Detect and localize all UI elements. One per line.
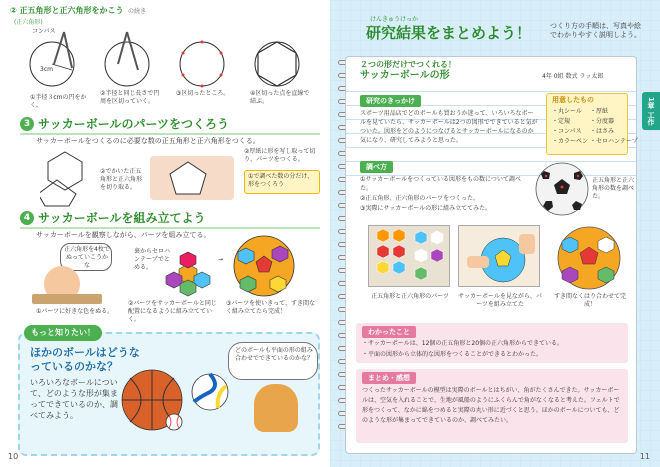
more-info-question: ほかのボールはどうなっているのかな？	[30, 346, 140, 373]
step2-subheading: (正六角形)	[14, 19, 43, 26]
finding-2: ・平面の図形から立体的な図形をつくることができるとわかった。	[362, 351, 543, 358]
section3-number: 3	[20, 117, 34, 131]
side-note: つくり方の手順は、写真や絵でわかりやすく説明しよう。	[550, 22, 641, 39]
left-page-number: 10	[8, 452, 19, 461]
finding-1: ・サッカーボールは、12個の正五角形と20個の正六角形からできている。	[362, 340, 563, 347]
more-info-banner: もっと知りたい！	[24, 325, 102, 341]
material-6: ・はさみ	[590, 128, 615, 135]
more-info-bubble-text: どのボールも平面の形の組み合わせでできているのかな？	[234, 347, 313, 362]
material-3: ・定規	[552, 118, 571, 125]
section3-underline	[20, 133, 320, 135]
right-page-number: 11	[639, 452, 650, 461]
motive-label: 研究のきっかけ	[360, 95, 421, 107]
cutout-shapes	[40, 150, 90, 210]
assembly-photo	[458, 225, 540, 287]
findings-label: わかったこと	[362, 326, 416, 338]
section4-caption-3: ③パーツを使いきって、すき間なく組み立てたら完成！	[226, 300, 316, 315]
material-5: ・コンパス	[552, 128, 582, 135]
soccer-ball-photo	[534, 161, 590, 217]
hexagon-construction-diagram	[14, 30, 314, 92]
section3-tip: ①で調べた数の分だけ、形をつくろう	[248, 173, 314, 188]
notebook-title-line1: ２つの形だけでつくれる！	[360, 60, 456, 69]
partial-assembly-diagram	[164, 250, 212, 298]
step2-caption-3: ③区切ったところ。	[176, 90, 230, 97]
section4-caption-1: ①パーツに好きな色をぬる。	[36, 308, 114, 315]
method-step-3: ③実際にサッカーボールの形に組み立ててみた。	[360, 205, 492, 212]
material-1: ・丸シール	[552, 108, 582, 115]
motive-text: スポーツ用品店でどのボールも買おうか迷って、いろいろなボールを見ていたら、サッカーボールは2つの図形でできていると気がついた。図形をどのようにつなげるとサッカーボールになるのか気になり、研究してみようと思った。	[360, 110, 538, 144]
section3-intro: サッカーボールをつくるのに必要な数の正五角形と正六角形をつくる。	[36, 137, 260, 145]
material-8: ・セロハンテープ	[590, 138, 638, 145]
notebook-author: 4年 0組 数式 ラッ太郎	[542, 73, 604, 80]
summary-text: つくったサッカーボールの模型は実際のボールとはちがい、角がたくさんできた。サッカーボールは、空気を入れることで、生地が風船のようにふくらんで角がなくなると考えた。フェルトで形をつくって、なかに綿をつめると実際の丸い形に近づくと思う。ほかのボールについても、どのような形が集まってできているのか、調べてみたい。	[362, 387, 620, 424]
chapter-tab: 1章 工作	[642, 92, 660, 130]
tape-label: 裏からセロハンテープでとめる。	[134, 248, 171, 271]
speech-bubble-text: 正六角形を4枚でぬっていこうかな	[64, 246, 110, 269]
photo-caption-1: 正五角形と正六角形のパーツ	[371, 293, 449, 300]
page-title: 研究結果をまとめよう！	[366, 24, 532, 42]
section4-caption-2: ②パーツをサッカーボールと同じ配置になるように組み立てていく。	[128, 300, 217, 323]
dog-mascot	[254, 384, 298, 432]
step2-caption-1: ①半径３cmの円をかく。	[30, 94, 87, 109]
section4-intro: サッカーボールを観察しながら、パーツを組み立てる。	[36, 231, 211, 239]
section3-caption-1: ②でかいた正五角形と正六角形を切り取る。	[100, 168, 143, 191]
compass-label: コンパス	[32, 28, 56, 35]
section4-number: 4	[20, 211, 34, 225]
step2-caption-2: ②半径と同じ長さで円周を区切っていく。	[100, 90, 160, 105]
finished-ball-photo	[556, 225, 622, 291]
step2-title: ② 正五角形と正六角形をかこう	[10, 6, 124, 15]
method-label: 調べ方	[360, 161, 393, 173]
pentagon-cut-icon	[168, 160, 208, 196]
volleyball-icon	[190, 372, 230, 412]
section3-heading: サッカーボールのパーツをつくろう	[38, 117, 230, 131]
section4-heading: サッカーボールを組み立てよう	[38, 211, 206, 225]
photo-caption-2: サッカーボールを見ながら、パーツを組み立てた	[458, 293, 542, 308]
method-step-1: ①サッカーボールをつくっている図形をもの数について調べた。	[360, 176, 521, 192]
summary-label: まとめ・感想	[362, 372, 416, 384]
photo-caption-3: すき間なくはり合わせて完成！	[554, 293, 627, 308]
material-4: ・分度器	[590, 118, 615, 125]
material-7: ・カラーペン	[552, 138, 589, 145]
section3-caption-2: ②厚紙に形を写し取って切り、パーツをつくる。	[244, 148, 316, 163]
left-page: ② 正五角形と正六角形をかこう の続き (正六角形) コンパス 3cm ①半径３cmの円をかく。 ②半径と同じ長さで円周を区切っていく。 ③区切ったところ。 ④区切った点を直線で結ぶ。 3 サッカーボールのパーツをつくろう サッカーボールをつくるのに必要な数の正五角形と正六角形をつくる。 ②でかいた正五角形と正六角形を切り取る。 ②厚紙に形を写し取って切り、パーツをつくる。 ①で調べた数の分だけ、形をつくろう 4 サッカーボールを組み立てよう サッカーボールを観察しながら、パーツを組み立てる。 正六角形を4枚でぬっていこうかな 裏からセロハンテープでとめる。 → ①パーツに好きな色をぬる。 ②パーツをサッカーボールと同じ配置になるように組み立てていく。 ③パーツを使いきって、すき間なく組み立てたら完成！ もっと知りたい！ ほかのボールはどうなっているのかな？ いろいろなボールについて、どのような形が集まってできているのか、調べてみよう。 どのボールも平面の形の組み合わせでできているのかな？ 10	[0, 0, 330, 467]
title-ruby: けんきゅうけっか	[370, 16, 419, 23]
notebook-title-line2: サッカーボールの形	[360, 70, 450, 81]
section4-underline	[20, 227, 320, 229]
completed-paper-ball	[232, 234, 296, 298]
method-step-2: ②正五角形、正六角形のパーツをつくった。	[360, 195, 480, 202]
materials-label: 用意したもの	[552, 96, 594, 104]
ball-caption: 正五角形と正六角形の数を調べた。	[592, 177, 635, 200]
step2-caption-4: ④区切った点を直線で結ぶ。	[250, 90, 310, 105]
desk-illustration	[32, 294, 102, 304]
material-2: ・厚紙	[590, 108, 609, 115]
parts-photo	[368, 225, 450, 287]
step2-title-suffix: の続き	[128, 8, 147, 15]
baseball-icon	[164, 412, 184, 432]
radius-label: 3cm	[40, 66, 53, 73]
research-notebook	[345, 56, 637, 454]
more-info-body: いろいろなボールについて、どのような形が集まってできているのか、調べてみよう。	[30, 378, 118, 420]
